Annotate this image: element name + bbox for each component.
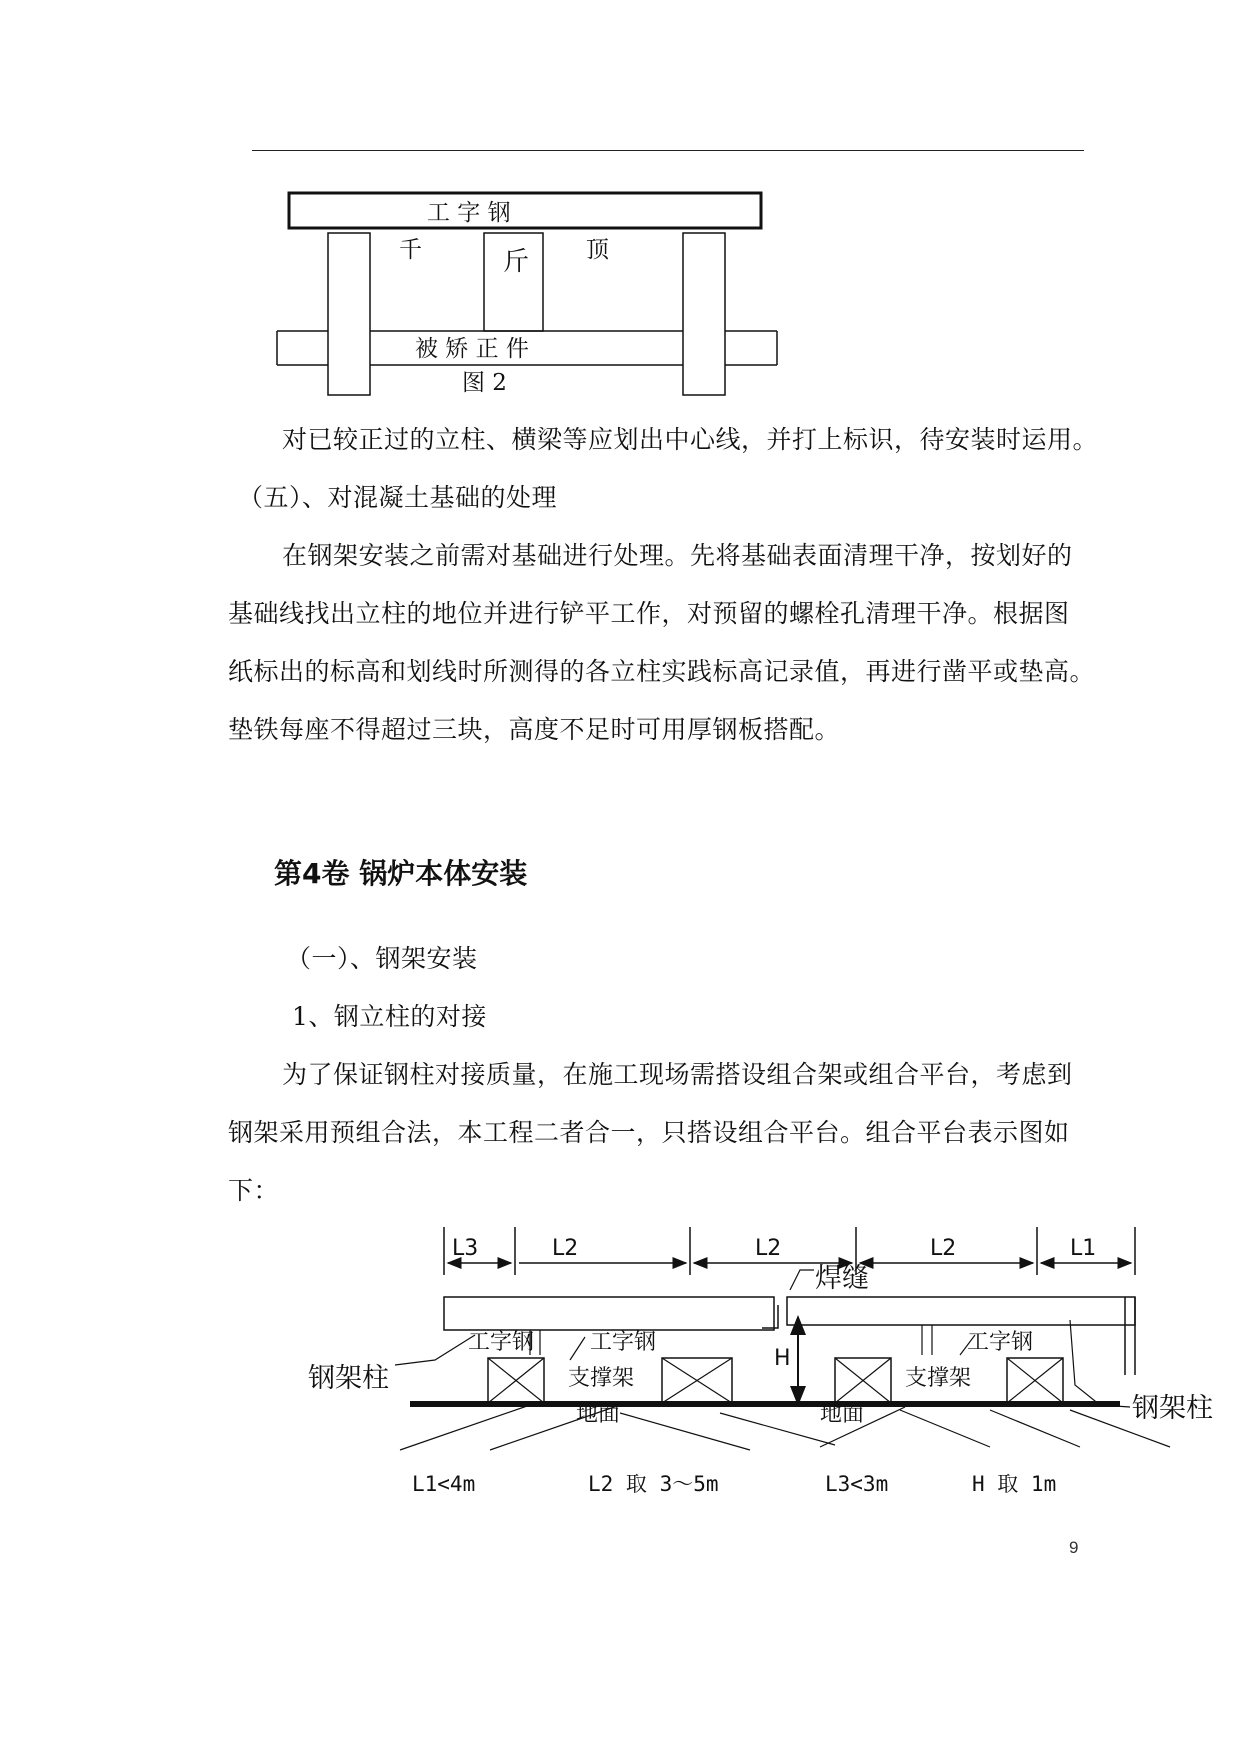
paragraph-centerline: 对已较正过的立柱、横梁等应划出中心线，并打上标识，待安装时运用。 <box>282 425 1099 454</box>
chapter-heading: 第4卷 锅炉本体安装 <box>274 857 528 890</box>
paragraph-line: 钢架采用预组合法，本工程二者合一，只搭设组合平台。组合平台表示图如 <box>228 1118 1070 1147</box>
subheading-foundation: （五）、对混凝土基础的处理 <box>238 483 558 512</box>
dim-label: L2 <box>930 1236 957 1261</box>
ibeam-label: 工字钢 <box>590 1330 657 1355</box>
ibeam-label: 工字钢 <box>967 1330 1034 1355</box>
note-l1: L1<4m <box>412 1472 476 1496</box>
support-block <box>662 1358 732 1403</box>
column-label-right: 钢架柱 <box>1132 1393 1213 1424</box>
note-h: H 取 1m <box>972 1472 1057 1496</box>
support-label: 支撑架 <box>568 1366 635 1391</box>
beam-label: 工 字 钢 <box>427 200 511 226</box>
i-beam-shape <box>289 193 761 228</box>
support-block <box>1007 1358 1063 1403</box>
dim-label: L2 <box>755 1236 782 1261</box>
right-column-beam <box>787 1297 1135 1325</box>
paragraph-line: 下： <box>228 1176 280 1205</box>
ground-label: 地面 <box>820 1402 865 1427</box>
note-l2: L2 取 3～5m <box>588 1472 719 1496</box>
left-column-beam <box>444 1297 774 1330</box>
paragraph-line: 垫铁每座不得超过三块，高度不足时可用厚钢板搭配。 <box>228 715 841 744</box>
weld-label: 焊缝 <box>815 1263 869 1294</box>
right-column-shape <box>683 233 725 395</box>
figure-jack-straightening <box>275 190 785 400</box>
figure-assembly-platform <box>300 1225 1220 1505</box>
paragraph-line: 在钢架安装之前需对基础进行处理。先将基础表面清理干净，按划好的 <box>282 541 1073 570</box>
section-steel-frame: （一）、钢架安装 <box>286 944 478 973</box>
jack-label-left: 千 <box>399 237 422 263</box>
paragraph-line: 基础线找出立柱的地位并进行铲平工作，对预留的螺栓孔清理干净。根据图 <box>228 599 1070 628</box>
header-rule <box>252 150 1084 151</box>
page-number: 9 <box>1069 1538 1079 1557</box>
figure1-caption: 图 2 <box>462 370 507 396</box>
dim-label: L1 <box>1070 1236 1097 1261</box>
column-label-left: 钢架柱 <box>308 1363 389 1394</box>
subsection-column-joint: 1、钢立柱的对接 <box>292 1002 487 1031</box>
dim-label: L2 <box>552 1236 579 1261</box>
paragraph-line: 纸标出的标高和划线时所测得的各立柱实践标高记录值，再进行凿平或垫高。 <box>228 657 1096 686</box>
jack-label-right: 顶 <box>586 237 609 263</box>
dim-label: L3 <box>452 1236 479 1261</box>
support-block <box>488 1358 544 1403</box>
left-column-shape <box>328 233 370 395</box>
support-label: 支撑架 <box>905 1366 972 1391</box>
jack-label-mid: 斤 <box>503 247 530 277</box>
ibeam-label: 工字钢 <box>468 1330 535 1355</box>
ground-label: 地面 <box>576 1402 621 1427</box>
paragraph-line: 为了保证钢柱对接质量，在施工现场需搭设组合架或组合平台，考虑到 <box>282 1060 1073 1089</box>
note-l3: L3<3m <box>825 1472 889 1496</box>
height-label: H <box>774 1346 791 1371</box>
support-block <box>835 1358 891 1403</box>
workpiece-label: 被 矫 正 件 <box>415 336 529 362</box>
